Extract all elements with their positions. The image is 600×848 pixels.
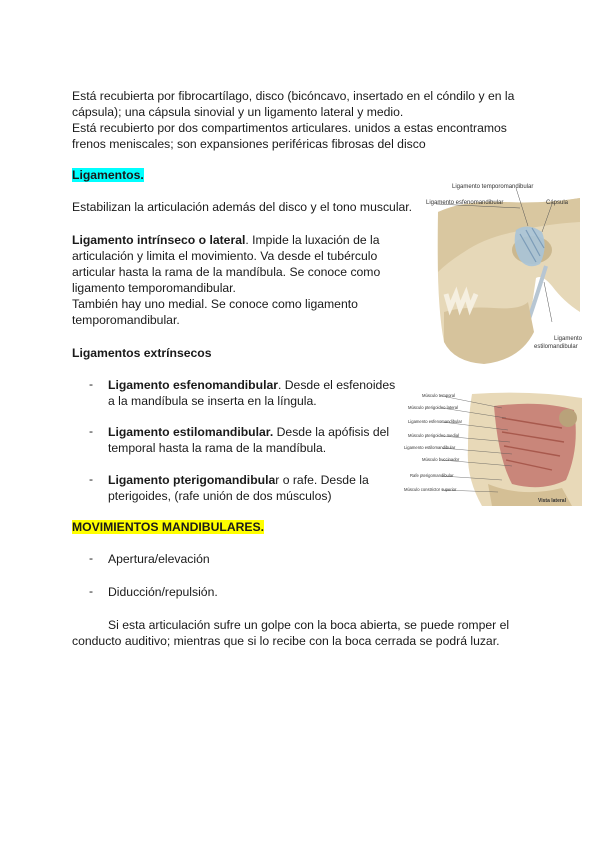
list-bullet: - xyxy=(89,584,94,598)
list-item-esfeno-line-1 xyxy=(108,377,395,393)
intrinseco-line-2: articulación y limita el movimiento. Va desde el tubérculo xyxy=(72,249,378,263)
ligamentos-heading xyxy=(72,167,144,183)
intrinseco-line-5: También hay uno medial. Se conoce como ligamento xyxy=(72,297,358,311)
list-bullet: - xyxy=(89,472,94,486)
list-item-diduccion: Diducción/repulsión. xyxy=(108,585,218,599)
movimientos-heading xyxy=(72,519,264,535)
list-bullet: - xyxy=(89,424,94,438)
intro-line-2: cápsula); una cápsula sinovial y un ligamento lateral y medio. xyxy=(72,105,404,119)
list-item-pterigo-line-1 xyxy=(108,472,369,488)
intrinseco-line-3: articular hasta la rama de la mandíbula. Se conoce como xyxy=(72,265,381,279)
list-item-apertura: Apertura/elevación xyxy=(108,552,210,566)
fig2-label: Músculo constrictor superior xyxy=(404,487,457,492)
intrinseco-line-4: ligamento temporomandibular. xyxy=(72,281,236,295)
fig2-label: Ligamento esfenomandibular xyxy=(408,419,463,424)
list-item-text: . Desde el esfenoides xyxy=(277,378,396,392)
list-item-text: Desde la apófisis del xyxy=(273,425,390,439)
label-estilomandibular: estilomandibular xyxy=(534,344,578,350)
pterygoid-labels xyxy=(402,388,584,506)
list-bullet: - xyxy=(89,551,94,565)
list-item-term: Ligamento estilomandibular. xyxy=(108,425,274,439)
intrinseco-line-1 xyxy=(72,232,380,248)
fig2-label: Rafe pterigomandibular xyxy=(410,473,454,478)
list-item-pterigo-line-2: pterigoides, (rafe unión de dos músculos) xyxy=(108,489,332,503)
list-item-estilo-line-2: temporal hasta la rama de la mandíbula. xyxy=(108,441,327,455)
list-item-term: Ligamento pterigomandibula xyxy=(108,473,276,487)
list-bullet: - xyxy=(89,377,94,391)
fig2-label: Músculo buccinador xyxy=(422,457,460,462)
ligamentos-intro: Estabilizan la articulación además del disco y el tono muscular. xyxy=(72,200,413,214)
extrinsecos-heading: Ligamentos extrínsecos xyxy=(72,346,212,360)
movimientos-note-line-1: Si esta articulación sufre un golpe con la boca abierta, se puede romper el xyxy=(108,618,510,632)
label-capsula: Cápsula xyxy=(546,200,569,206)
fig2-label: Ligamento estilomandibular xyxy=(404,445,456,450)
movimientos-note-line-2: conducto auditivo; mientras que si lo recibe con la boca cerrada se podrá luzar. xyxy=(72,634,500,648)
fig2-label: Músculo pterigoideo medial xyxy=(408,433,459,438)
intro-line-4: frenos meniscales; son expansiones periféricas fibrosas del disco xyxy=(72,137,426,151)
fig2-label: Músculo pterigoideo lateral xyxy=(408,405,459,410)
fig2-caption: Vista lateral xyxy=(538,498,566,504)
fig2-label: Músculo temporal xyxy=(422,393,456,398)
intro-line-3: Está recubierto por dos compartimentos articulares. unidos a estas encontramos xyxy=(72,121,507,135)
movimientos-heading-text: MOVIMIENTOS MANDIBULARES. xyxy=(72,520,265,534)
list-item-esfeno-line-2: a la mandíbula se inserta en la língula. xyxy=(108,394,317,408)
label-ligamento: Ligamento xyxy=(554,336,583,342)
list-item-text: r o rafe. Desde la xyxy=(275,473,369,487)
list-item-estilo-line-1 xyxy=(108,424,389,440)
tmj-labels xyxy=(424,182,584,374)
ligamentos-heading-text: Ligamentos. xyxy=(72,168,144,182)
intrinseco-line-6: temporomandibular. xyxy=(72,313,180,327)
intrinseco-l1: . Impide la luxación de la xyxy=(245,233,380,247)
intrinseco-term: Ligamento intrínseco o lateral xyxy=(72,233,246,247)
label-temporomandibular: Ligamento temporomandibular xyxy=(452,184,534,190)
label-esfenomandibular: Ligamento esfenomandibular xyxy=(426,200,504,206)
intro-line-1: Está recubierta por fibrocartílago, disco (bicóncavo, insertado en el cóndilo y en la xyxy=(72,89,515,103)
list-item-term: Ligamento esfenomandibular xyxy=(108,378,278,392)
